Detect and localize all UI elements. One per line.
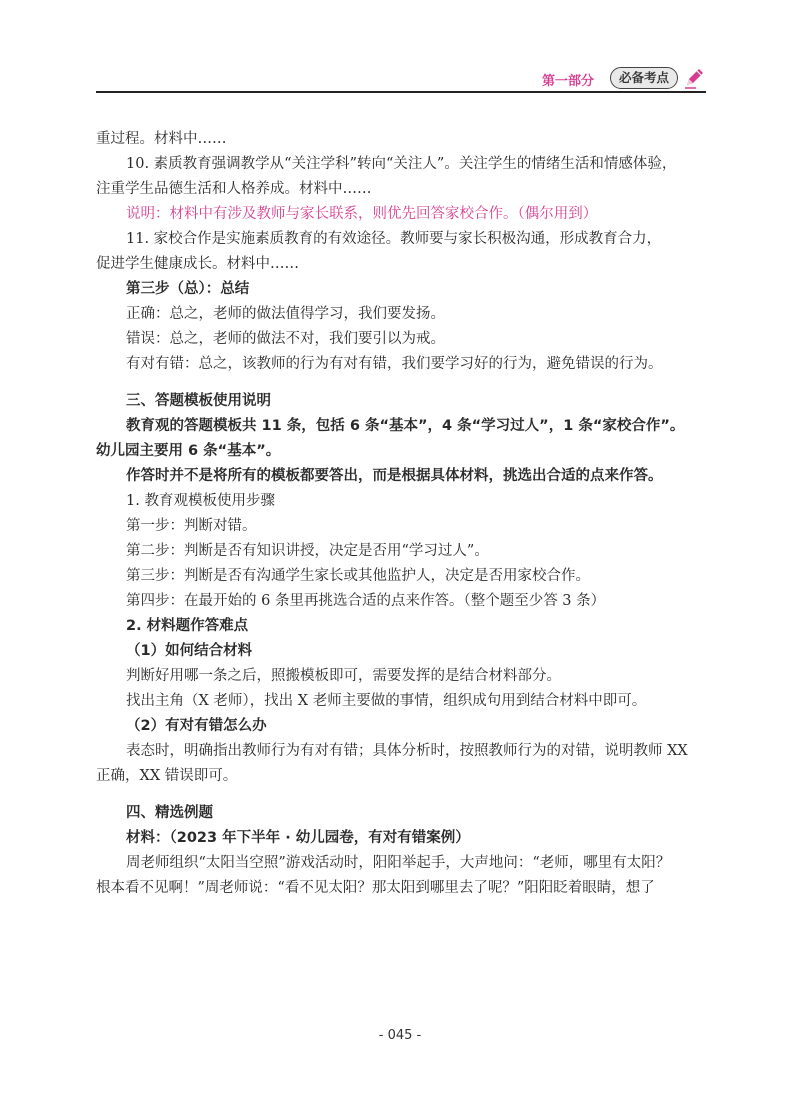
text-line-25: 表态时，明确指出教师行为有对有错；具体分析时，按照教师行为的对错，说明教师 XX	[126, 743, 688, 759]
text-line	[96, 252, 708, 277]
text-line	[96, 302, 708, 327]
text-line	[96, 464, 708, 489]
text-line	[96, 589, 708, 614]
pencil-icon	[682, 66, 706, 90]
text-line-10: 有对有错：总之，该教师的行为有对有错，我们要学习好的行为，避免错误的行为。	[126, 356, 663, 372]
header-rule	[96, 91, 706, 93]
text-line-12: 教育观的答题模板共 11 条，包括 6 条“基本”，4 条“学习过人”，1 条“家校合作”。	[126, 418, 685, 434]
text-line-30: 根本看不见啊！”周老师说：“看不见太阳？那太阳到哪里去了呢？”阳阳眨着眼睛，想了	[96, 880, 655, 896]
text-line-1: 重过程。材料中……	[96, 131, 227, 147]
text-line	[96, 664, 708, 689]
sub-heading	[96, 639, 708, 664]
text-line-15: 1. 教育观模板使用步骤	[126, 493, 275, 509]
text-line-18: 第三步：判断是否有沟通学生家长或其他监护人，决定是否用家校合作。	[126, 568, 590, 584]
text-line-23: 找出主角（X 老师），找出 X 老师主要做的事情，组织成句用到结合材料中即可。	[126, 693, 647, 709]
text-line-16: 第一步：判断对错。	[126, 518, 257, 534]
text-line	[96, 439, 708, 464]
note-line	[96, 202, 708, 227]
section-heading	[96, 389, 708, 414]
text-line-6: 促进学生健康成长。材料中……	[96, 256, 299, 272]
sub-heading	[96, 489, 708, 514]
text-line-9: 错误：总之，老师的做法不对，我们要引以为戒。	[126, 331, 445, 347]
text-line	[96, 851, 708, 876]
text-line	[96, 514, 708, 539]
page-header	[96, 66, 706, 92]
text-line	[96, 152, 708, 177]
text-line	[96, 177, 708, 202]
text-line	[96, 764, 708, 789]
text-line	[96, 876, 708, 901]
text-line	[96, 826, 708, 851]
text-line	[96, 739, 708, 764]
text-line-26: 正确，XX 错误即可。	[96, 768, 238, 784]
text-line-20: 2. 材料题作答难点	[126, 618, 249, 634]
text-line-7: 第三步（总）：总结	[126, 281, 250, 297]
text-line	[96, 414, 708, 439]
text-line-29: 周老师组织“太阳当空照”游戏活动时，阳阳举起手，大声地问：“老师，哪里有太阳？	[126, 855, 671, 871]
sub-heading	[96, 614, 708, 639]
text-line	[96, 564, 708, 589]
header-part-label: 第一部分	[541, 74, 594, 89]
text-line-3: 注重学生品德生活和人格养成。材料中……	[96, 181, 372, 197]
text-line	[96, 227, 708, 252]
text-line-14: 作答时并不是将所有的模板都要答出，而是根据具体材料，挑选出合适的点来作答。	[126, 468, 663, 484]
page-body	[96, 127, 708, 901]
section-heading	[96, 801, 708, 826]
text-line-11: 三、答题模板使用说明	[126, 393, 271, 409]
text-line	[96, 127, 708, 152]
sub-heading	[96, 714, 708, 739]
text-line-22: 判断好用哪一条之后，照搬模板即可，需要发挥的是结合材料部分。	[126, 668, 561, 684]
step-heading	[96, 277, 708, 302]
text-line-17: 第二步：判断是否有知识讲授，决定是否用“学习过人”。	[126, 543, 489, 559]
text-line-19: 第四步：在最开始的 6 条里再挑选合适的点来作答。（整个题至少答 3 条）	[126, 593, 606, 609]
page-number: - 045 -	[378, 1028, 422, 1043]
text-line-8: 正确：总之，老师的做法值得学习，我们要发扬。	[126, 306, 445, 322]
text-line-28: 材料：（2023 年下半年 · 幼儿园卷，有对有错案例）	[126, 830, 470, 846]
text-line-13: 幼儿园主要用 6 条“基本”。	[96, 443, 281, 459]
header-badge: 必备考点	[610, 67, 678, 89]
text-line-2: 10. 素质教育强调教学从“关注学科”转向“关注人”。关注学生的情绪生活和情感体验，	[126, 156, 677, 172]
text-line-4: 说明：材料中有涉及教师与家长联系，则优先回答家校合作。（偶尔用到）	[126, 206, 598, 222]
text-line	[96, 352, 708, 377]
text-line-5: 11. 家校合作是实施素质教育的有效途径。教师要与家长积极沟通，形成教育合力，	[126, 231, 662, 247]
text-line-27: 四、精选例题	[126, 805, 213, 821]
text-line-21: （1）如何结合材料	[126, 643, 253, 659]
text-line	[96, 539, 708, 564]
text-line	[96, 327, 708, 352]
text-line	[96, 689, 708, 714]
text-line-24: （2）有对有错怎么办	[126, 718, 267, 734]
